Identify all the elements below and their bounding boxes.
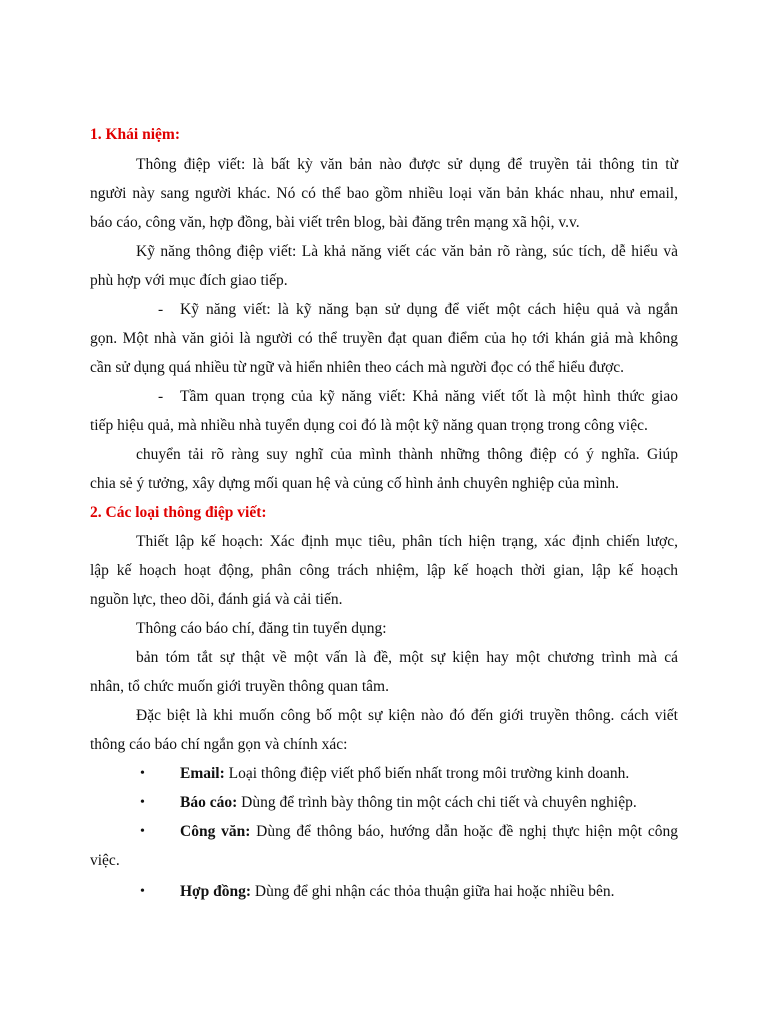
- paragraph-line: chia sẻ ý tưởng, xây dựng mối quan hệ và củng cố hình ảnh chuyên nghiệp của mình.: [90, 475, 620, 492]
- bullet-term: Hợp đồng:: [180, 883, 252, 900]
- bullet-item: [180, 764, 629, 784]
- paragraph-line: tiếp hiệu quả, mà nhiều nhà tuyển dụng coi đó là một kỹ năng quan trọng trong công việc.: [90, 417, 648, 434]
- bullet-marker: •: [140, 824, 145, 839]
- paragraph-line: phù hợp với mục đích giao tiếp.: [90, 272, 288, 289]
- bullet-marker: •: [140, 884, 145, 899]
- paragraph-line: Thông cáo báo chí, đăng tin tuyển dụng:: [136, 620, 387, 637]
- paragraph-line: Tầm quan trọng của kỹ năng viết: Khả năng viết tốt là một hình thức giao: [180, 388, 678, 405]
- paragraph-line: gọn. Một nhà văn giỏi là người có thể truyền đạt quan điểm của họ tới khán giả mà không: [90, 330, 678, 347]
- dash-marker: -: [158, 388, 164, 405]
- paragraph-line: lập kế hoạch hoạt động, phân công trách nhiệm, lập kế hoạch thời gian, lập kế hoạch: [90, 562, 678, 579]
- paragraph-line: nguồn lực, theo dõi, đánh giá và cải tiến.: [90, 591, 343, 608]
- bullet-marker: •: [140, 766, 145, 781]
- paragraph-line: Kỹ năng thông điệp viết: Là khả năng viết các văn bản rõ ràng, súc tích, dễ hiểu và: [136, 243, 678, 260]
- paragraph-line: Thiết lập kế hoạch: Xác định mục tiêu, phân tích hiện trạng, xác định chiến lược,: [136, 533, 678, 550]
- bullet-marker: •: [140, 795, 145, 810]
- bullet-item: [180, 793, 637, 813]
- bullet-text: Dùng để thông báo, hướng dẫn hoặc đề nghị thực hiện một công: [250, 823, 678, 840]
- bullet-term: Công văn:: [180, 823, 251, 840]
- bullet-text: Dùng để ghi nhận các thỏa thuận giữa hai hoặc nhiều bên.: [251, 883, 615, 900]
- bullet-term: Email:: [180, 765, 225, 782]
- paragraph-line: Kỹ năng viết: là kỹ năng bạn sử dụng để viết một cách hiệu quả và ngắn: [180, 301, 678, 318]
- paragraph-line: báo cáo, công văn, hợp đồng, bài viết trên blog, bài đăng trên mạng xã hội, v.v.: [90, 214, 580, 231]
- paragraph-line: cần sử dụng quá nhiều từ ngữ và hiển nhiên theo cách mà người đọc có thể hiểu được.: [90, 359, 625, 376]
- paragraph-line: chuyển tải rõ ràng suy nghĩ của mình thành những thông điệp có ý nghĩa. Giúp: [136, 446, 678, 463]
- paragraph-line: bản tóm tắt sự thật về một vấn là đề, một sự kiện hay một chương trình mà cá: [136, 649, 678, 666]
- bullet-item: [180, 882, 615, 902]
- section-1-heading: 1. Khái niệm:: [90, 126, 180, 143]
- bullet-continuation: việc.: [90, 852, 120, 869]
- paragraph-line: Thông điệp viết: là bất kỳ văn bản nào được sử dụng để truyền tải thông tin từ: [136, 156, 678, 173]
- bullet-term: Báo cáo:: [180, 794, 238, 811]
- paragraph-line: người này sang người khác. Nó có thể bao gồm nhiều loại văn bản khác nhau, như email,: [90, 185, 678, 202]
- bullet-text: Dùng để trình bày thông tin một cách chi tiết và chuyên nghiệp.: [237, 794, 637, 811]
- bullet-text: Loại thông điệp viết phổ biến nhất trong môi trường kinh doanh.: [224, 765, 630, 782]
- paragraph-line: thông cáo báo chí ngắn gọn và chính xác:: [90, 736, 348, 753]
- bullet-item: [180, 822, 678, 842]
- paragraph-line: Đặc biệt là khi muốn công bố một sự kiện nào đó đến giới truyền thông. cách viết: [136, 707, 678, 724]
- dash-marker: -: [158, 301, 164, 318]
- paragraph-line: nhân, tổ chức muốn giới truyền thông quan tâm.: [90, 678, 389, 695]
- section-2-heading: 2. Các loại thông điệp viết:: [90, 504, 267, 521]
